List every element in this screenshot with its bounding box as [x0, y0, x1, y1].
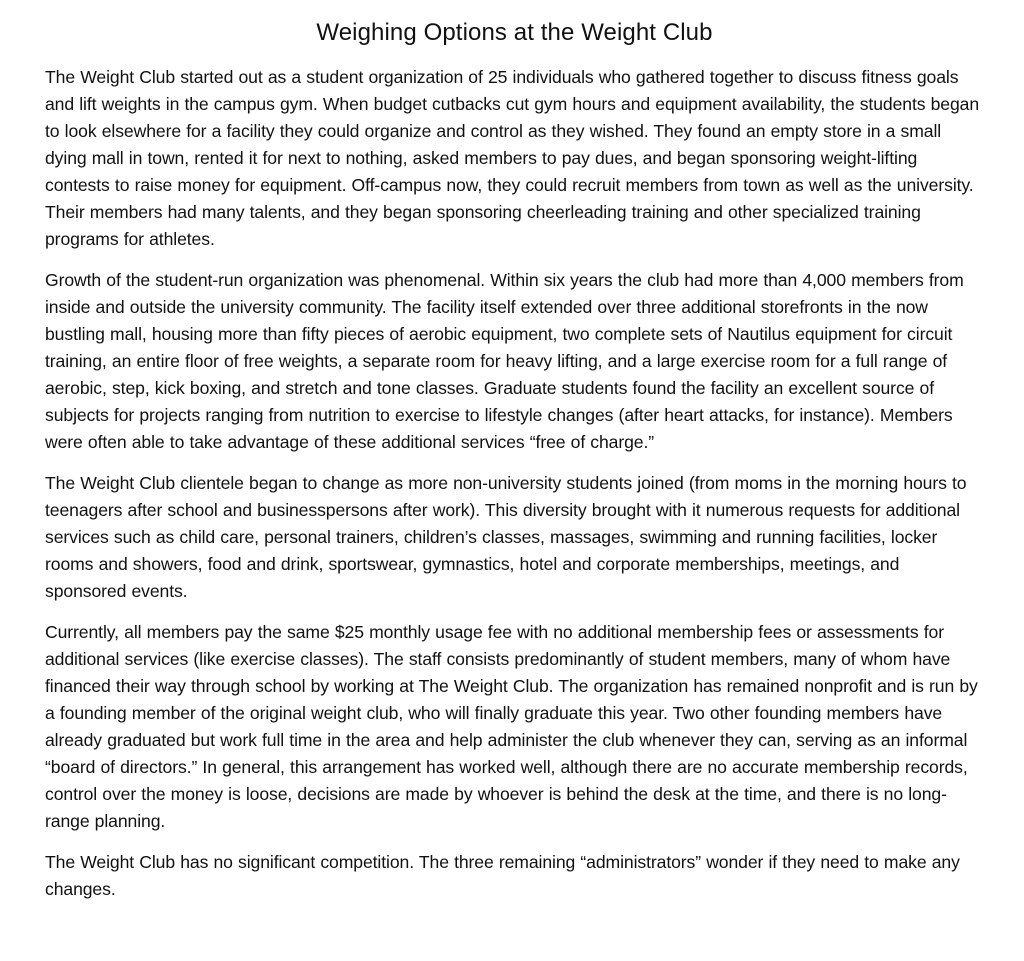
document-title: Weighing Options at the Weight Club [316, 19, 713, 46]
paragraph-3: The Weight Club clientele began to change as more non-university students joined (from moms in the morning hours to teenagers after school and businesspersons after work). This diversity brought with it numerous requests for additional services such as child care, personal trainers, children’s classes, massages, swimming and running facilities, locker rooms and showers, food and drink, sportswear, gymnastics, hotel and corporate memberships, meetings, and sponsored events. [45, 473, 967, 601]
document-body [45, 64, 984, 903]
paragraph-4: Currently, all members pay the same $25 monthly usage fee with no additional membership fees or assessments for additional services (like exercise classes). The staff consists predominantly of student members, many of whom have financed their way through school by working at The Weight Club. The organization has remained nonprofit and is run by a founding member of the original weight club, who will finally graduate this year. Two other founding members have already graduated but work full time in the area and help administer the club whenever they can, serving as an informal “board of directors.” In general, this arrangement has worked well, although there are no accurate membership records, control over the money is loose, decisions are made by whoever is behind the desk at the time, and there is no long-range planning. [45, 622, 978, 831]
paragraph-1: The Weight Club started out as a student organization of 25 individuals who gathered together to discuss fitness goals and lift weights in the campus gym. When budget cutbacks cut gym hours and equipment availability, the students began to look elsewhere for a facility they could organize and control as they wished. They found an empty store in a small dying mall in town, rented it for next to nothing, asked members to pay dues, and began sponsoring weight-lifting contests to raise money for equipment. Off-campus now, they could recruit members from town as well as the university. Their members had many talents, and they began sponsoring cheerleading training and other specialized training programs for athletes. [45, 67, 980, 249]
paragraph-2: Growth of the student-run organization was phenomenal. Within six years the club had more than 4,000 members from inside and outside the university community. The facility itself extended over three additional storefronts in the now bustling mall, housing more than fifty pieces of aerobic equipment, two complete sets of Nautilus equipment for circuit training, an entire floor of free weights, a separate room for heavy lifting, and a large exercise room for a full range of aerobic, step, kick boxing, and stretch and tone classes. Graduate students found the facility an excellent source of subjects for projects ranging from nutrition to exercise to lifestyle changes (after heart attacks, for instance). Members were often able to take advantage of these additional services “free of charge.” [45, 270, 964, 452]
paragraph-5: The Weight Club has no significant competition. The three remaining “administrators” wonder if they need to make any changes. [45, 852, 960, 899]
